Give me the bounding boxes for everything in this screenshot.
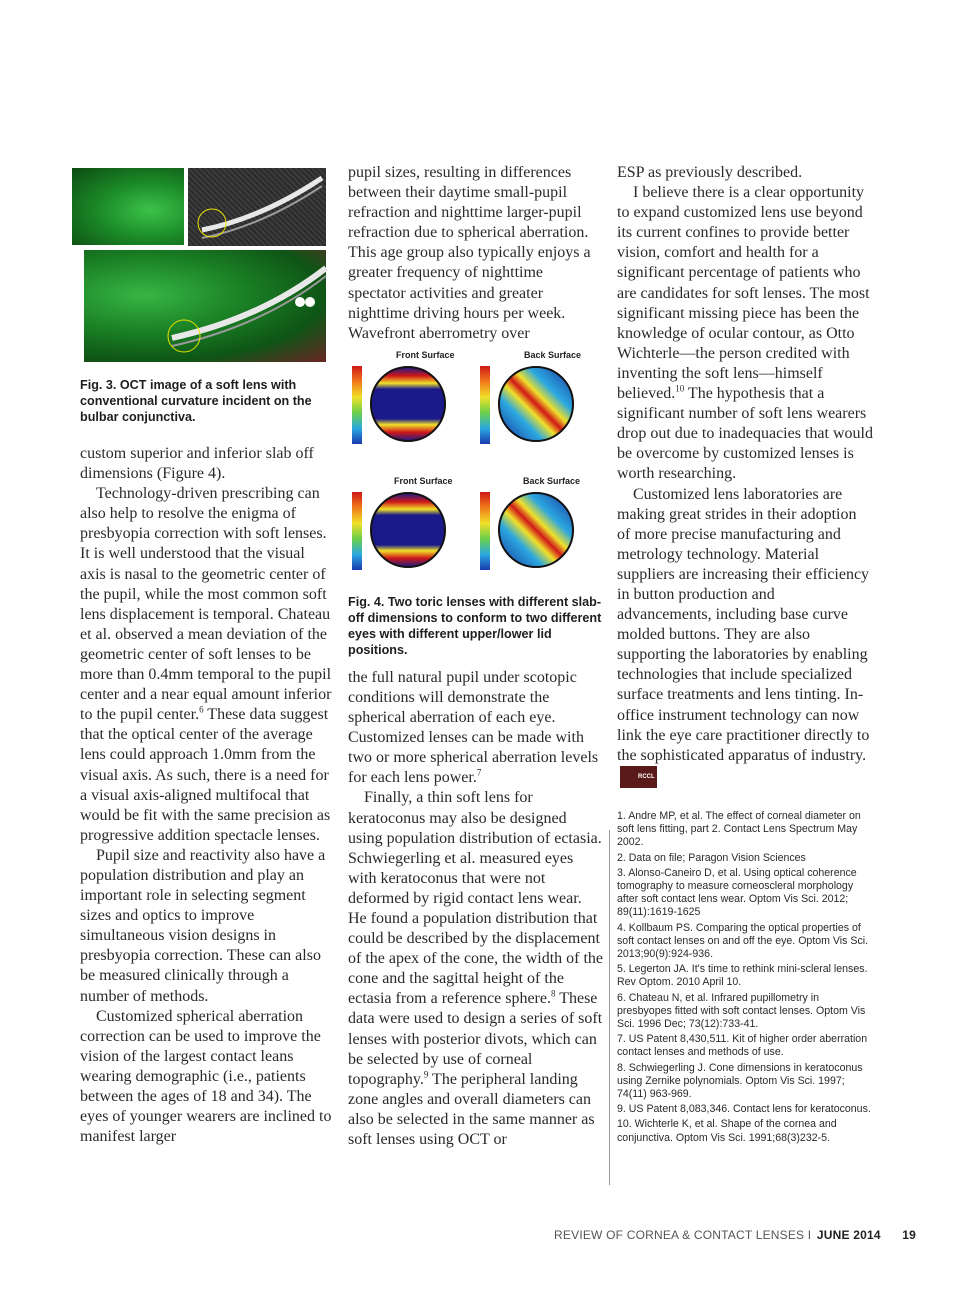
- paragraph: [617, 485, 873, 788]
- fig4-label-front-2: Front Surface: [394, 475, 453, 486]
- reference-item: 3. Alonso-Caneiro D, et al. Using optical coherence tomography to measure corneoscleral morphology after soft contact lens wear. Optom Vis Sci. 2012; 89(11):1619-1625: [617, 866, 857, 919]
- paragraph-text: Customized lens laboratories are making great strides in their adoption of more precise manufacturing and metrology technology. Material suppliers are increasing their efficiency in button production and advancements, including base curve molded buttons. They are also supporting the laboratories by enabling technologies that include specialized surface treatments and lens tinting. In-office instrument technology can now link the eye care practitioner directly to the sophisticated apparatus of industry.: [617, 485, 870, 764]
- footnote-ref: 8: [550, 989, 556, 1000]
- journal-name: REVIEW OF CORNEA & CONTACT LENSES I: [554, 1228, 812, 1242]
- reference-item: 6. Chateau N, et al. Infrared pupillometry in presbyopes fitted with soft contact lenses. Optom Vis Sci. 1996 Dec; 73(12):733-41.: [617, 991, 866, 1030]
- footnote-ref: 7: [476, 767, 482, 778]
- fig4-label-front-1: Front Surface: [396, 349, 455, 360]
- column-2-body-top: [348, 163, 604, 344]
- reference-item: 2. Data on file; Paragon Vision Sciences: [617, 851, 806, 864]
- footnote-ref: 10: [675, 383, 685, 394]
- paragraph-text: Technology-driven prescribing can also help to resolve the enigma of presbyopia correction with soft lenses. It is well understood that the visual axis is nasal to the geometric center of the pupil, while the most common soft lens displacement is temporal. Chateau et al. observed a mean deviation of the geometric center of soft lenses to be more than 0.4mm temporal to the pupil center and a near equal amount inferior to the pupil center.: [80, 485, 332, 724]
- paragraph: [80, 484, 332, 846]
- reference-list: [617, 810, 873, 1145]
- paragraph: Customized spherical aberration correction can be used to improve the vision of the largest contact leans wearing demographic (i.e., patients between the ages of 18 and 34). The eyes of younger wearers are inclined to manifest larger: [80, 1007, 332, 1146]
- page-footer: [554, 1228, 916, 1242]
- paragraph-text: the full natural pupil under scotopic conditions will demonstrate the spherical aberration of each eye. Customized lenses can be made with two or more spherical aberration levels for each lens power.: [348, 668, 599, 787]
- paragraph: pupil sizes, resulting in differences between their daytime small-pupil refraction and nighttime larger-pupil refraction due to spherical aberration. This age group also typically enjoys a greater frequency of nighttime spectator activities and greater nighttime driving hours per week. Wavefront aberrometry over: [348, 164, 591, 342]
- fig4-label-back-2: Back Surface: [523, 475, 581, 486]
- paragraph: Pupil size and reactivity also have a population distribution and play an important role in selecting segment sizes and optics to improve simultaneous vision designs in presbyopia correction. These can also be measured clinically through a number of methods.: [80, 846, 326, 1005]
- column-2: [348, 163, 604, 1150]
- paragraph: [348, 788, 604, 1150]
- fig4-label-back-1: Back Surface: [524, 349, 582, 360]
- paragraph-text: These data suggest that the optical center of the average lens could approach 1.0mm from the visual axis. As such, there is a need for a visual axis-aligned multifocal that would be fit with the same precision as progressive addition spectacle lenses.: [80, 706, 331, 844]
- paragraph: [348, 668, 604, 789]
- figure-3-caption: Fig. 3. OCT image of a soft lens with conventional curvature incident on the bulbar conjunctiva.: [80, 378, 312, 424]
- reference-item: 4. Kollbaum PS. Comparing the optical properties of soft contact lenses on and off the eye. Optom Vis Sci. 2013;90(9):924-936.: [617, 921, 869, 960]
- figure-4-caption: Fig. 4. Two toric lenses with different slab-off dimensions to conform to two different eyes with different upper/lower lid positions.: [348, 594, 602, 657]
- reference-item: 9. US Patent 8,083,346. Contact lens for keratoconus.: [617, 1103, 871, 1116]
- reference-item: 8. Schwiegerling J. Cone dimensions in keratoconus using Zernike polynomials. Optom Vis Sci. 1997; 74(11) 963-969.: [617, 1061, 863, 1100]
- reference-item: 10. Wichterle K, et al. Shape of the cornea and conjunctiva. Optom Vis Sci. 1991;68(3)232-5.: [617, 1118, 837, 1144]
- column-3-body: [617, 163, 873, 788]
- footnote-ref: 9: [423, 1069, 429, 1080]
- paragraph: ESP as previously described.: [617, 164, 803, 181]
- paragraph-text: I believe there is a clear opportunity to expand customized lens use beyond its current confines to provide better vision, comfort and health for a significant percentage of patients who are candidates for soft lenses. The most significant missing piece has been the knowledge of ocular contour, as Otto Wichterle—the person credited with inventing the soft lens—himself believed.: [617, 184, 870, 403]
- figure-4-lens-maps: [348, 348, 604, 588]
- column-3: [617, 163, 873, 1147]
- paragraph-text: The peripheral landing zone angles and overall diameters can also be selected in the same manner as soft lenses using OCT or: [348, 1070, 595, 1148]
- reference-item: 1. Andre MP, et al. The effect of corneal diameter on soft lens fitting, part 2. Contact Lens Spectrum May 2002.: [617, 809, 861, 849]
- column-divider: [609, 830, 610, 1185]
- reference-item: 7. US Patent 8,430,511. Kit of higher order aberration contact lenses and methods of use.: [617, 1033, 868, 1059]
- column-2-body-bottom: [348, 668, 604, 1150]
- references: [617, 810, 873, 1145]
- page-number: 19: [902, 1228, 916, 1242]
- reference-item: 5. Legerton JA. It's time to rethink mini-scleral lenses. Rev Optom. 2010 April 10.: [617, 963, 868, 989]
- paragraph-text: These data were used to design a series of soft lenses with posterior divots, which can be selected by use of corneal topography.: [348, 990, 603, 1088]
- column-1-body: [80, 444, 332, 1147]
- paragraph-text: Finally, a thin soft lens for keratoconus may also be designed using population distribution of ectasia. Schwiegerling et al. measured eyes with keratoconus that were not deformed by rigid contact lens wear. He found a population distribution that could be described by the displacement of the apex of the cone, the width of the cone and the sagittal height of the ectasia from a reference sphere.: [348, 789, 604, 1008]
- paragraph: custom superior and inferior slab off dimensions (Figure 4).: [80, 445, 314, 483]
- figure-3-oct-images: [72, 168, 334, 368]
- paragraph-text: The hypothesis that a significant number of soft lens wearers drop out due to inadequacies that would be overcome by customized lenses is worth researching.: [617, 385, 873, 483]
- end-mark-logo: RCCL: [620, 766, 657, 788]
- issue-date: JUNE 2014: [816, 1228, 881, 1242]
- paragraph: [617, 183, 873, 484]
- footnote-ref: 6: [199, 704, 204, 715]
- figure-4-maps: [348, 348, 604, 588]
- figure-3-overlay: [72, 168, 334, 368]
